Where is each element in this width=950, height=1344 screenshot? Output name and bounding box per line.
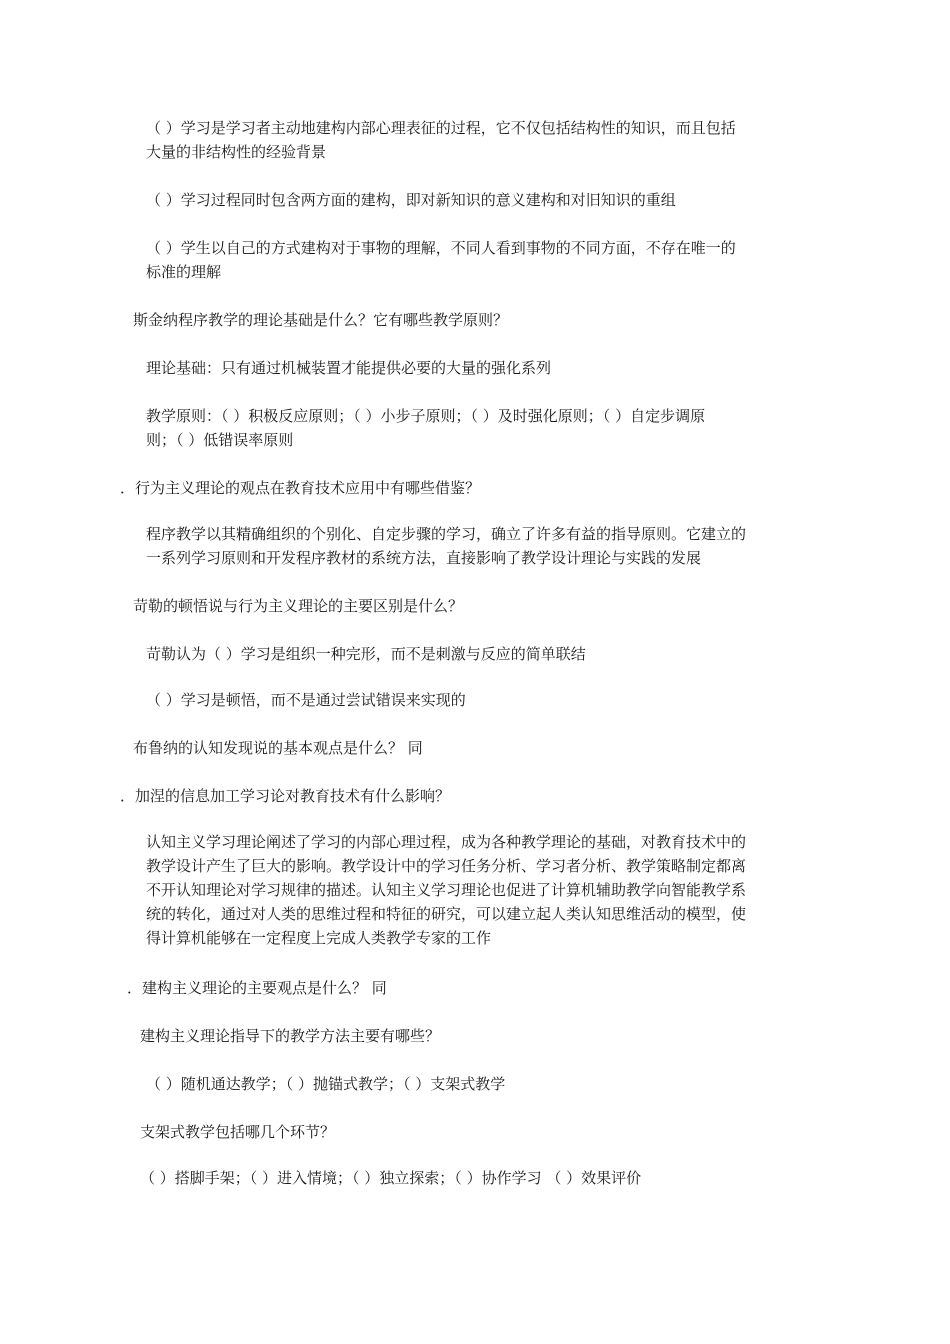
text-line: 教学原则：（ ）积极反应原则；（ ）小步子原则；（ ）及时强化原则；（ ）自定步调原	[146, 407, 706, 425]
text-line: 统的转化，通过对人类的思维过程和特征的研究，可以建立起人类认知思维活动的模型，使	[146, 905, 747, 923]
paragraph-own-understanding	[146, 236, 736, 284]
question-skinner-programmed-instruction: 斯金纳程序教学的理论基础是什么？它有哪些教学原则？	[133, 311, 509, 329]
question-kohler-insight-theory: 苛勒的顿悟说与行为主义理论的主要区别是什么？	[133, 597, 464, 615]
text-line: （ ）学生以自己的方式建构对于事物的理解，不同人看到事物的不同方面，不存在唯一的	[146, 239, 736, 257]
text-line: （ ）学习是学习者主动地建构内部心理表征的过程，它不仅包括结构性的知识，而且包括	[146, 119, 736, 137]
question-constructivist-teaching-methods: 建构主义理论指导下的教学方法主要有哪些？	[140, 1027, 441, 1045]
question-behaviorism-in-edtech: ．行为主义理论的观点在教育技术应用中有哪些借鉴？	[120, 479, 481, 497]
answer-gestalt-organization: 苛勒认为（ ）学习是组织一种完形，而不是刺激与反应的简单联结	[146, 645, 586, 663]
paragraph-dual-construction: （ ）学习过程同时包含两方面的建构，即对新知识的意义建构和对旧知识的重组	[146, 191, 676, 209]
answer-theoretical-basis: 理论基础：只有通过机械装置才能提供必要的大量的强化系列	[146, 359, 552, 377]
answer-insight-learning: （ ）学习是顿悟，而不是通过尝试错误来实现的	[146, 691, 466, 709]
answer-scaffolding-steps-list: （ ）搭脚手架；（ ）进入情境；（ ）独立探索；（ ）协作学习 （ ）效果评价	[140, 1169, 642, 1187]
text-line: 不开认知理论对学习规律的描述。认知主义学习理论也促进了计算机辅助教学向智能教学系	[146, 881, 747, 899]
answer-programmed-instruction	[146, 522, 746, 570]
answer-teaching-methods-list: （ ）随机通达教学；（ ）抛锚式教学；（ ）支架式教学	[146, 1075, 506, 1093]
text-line: 标准的理解	[146, 263, 222, 281]
text-line: 程序教学以其精确组织的个别化、自定步骤的学习，确立了许多有益的指导原则。它建立的	[146, 525, 747, 543]
question-scaffolding-steps: 支架式教学包括哪几个环节？	[140, 1123, 336, 1141]
text-line: 则；（ ）低错误率原则	[146, 431, 294, 449]
answer-cognitivism-influence	[146, 830, 746, 950]
text-line: 得计算机能够在一定程度上完成人类教学专家的工作	[146, 929, 492, 947]
text-line: 认知主义学习理论阐述了学习的内部心理过程，成为各种教学理论的基础，对教育技术中的	[146, 833, 747, 851]
paragraph-constructivism-learning-process	[146, 116, 736, 164]
question-constructivism-main-views: ．建构主义理论的主要观点是什么？ 同	[127, 979, 387, 997]
answer-teaching-principles	[146, 404, 705, 452]
question-gagne-information-processing: ．加涅的信息加工学习论对教育技术有什么影响？	[120, 787, 451, 805]
question-bruner-discovery-learning: 布鲁纳的认知发现说的基本观点是什么？ 同	[133, 739, 423, 757]
text-line: 教学设计产生了巨大的影响。教学设计中的学习任务分析、学习者分析、教学策略制定都离	[146, 857, 747, 875]
text-line: 大量的非结构性的经验背景	[146, 143, 327, 161]
text-line: 一系列学习原则和开发程序教材的系统方法，直接影响了教学设计理论与实践的发展	[146, 549, 702, 567]
